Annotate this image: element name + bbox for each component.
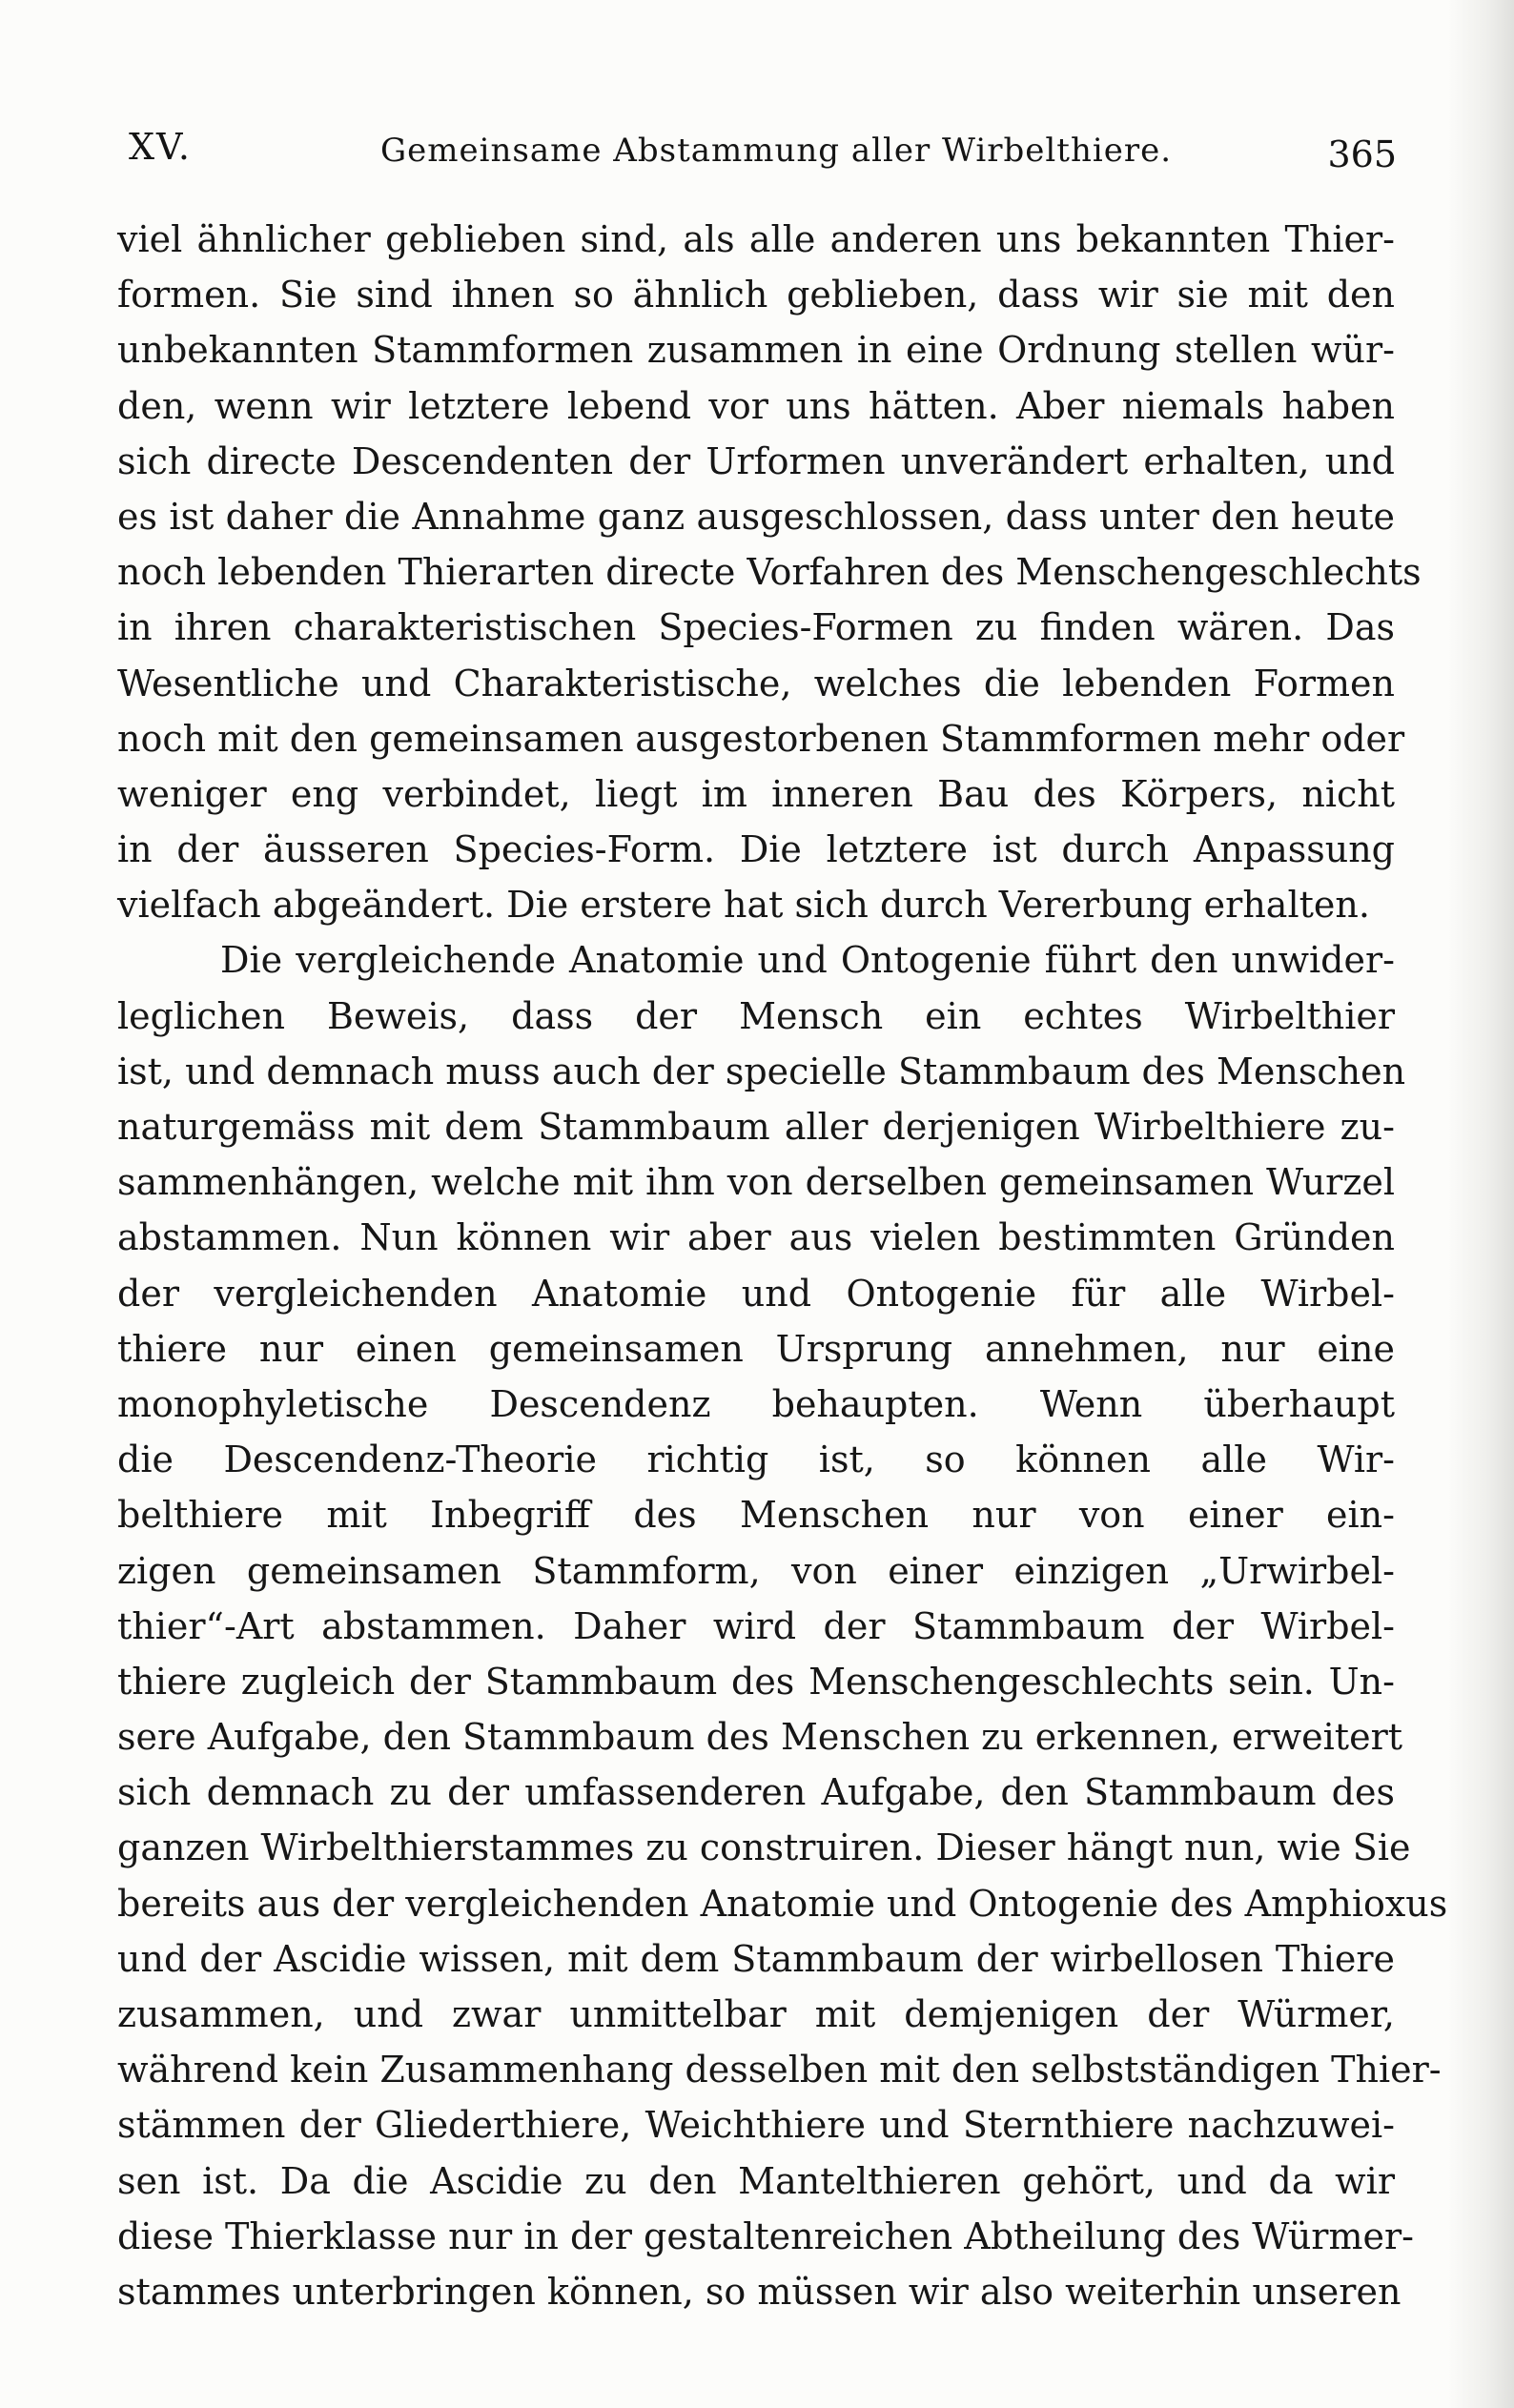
text-line: naturgemäss mit dem Stammbaum aller derjenigen Wirbelthiere zu- [117,1106,1395,1148]
text-line: sen ist. Da die Ascidie zu den Mantelthieren gehört, und da wir [117,2159,1395,2202]
text-line: sere Aufgabe, den Stammbaum des Menschen zu erkennen, erweitert [117,1716,1402,1759]
running-header [129,126,1397,193]
text-line: sammenhängen, welche mit ihm von derselben gemeinsamen Wurzel [117,1161,1395,1204]
text-line: in ihren charakteristischen Species-Formen zu finden wären. Das [117,606,1395,649]
text-line: stämmen der Gliederthiere, Weichthiere und Sternthiere nachzuwei- [117,2104,1395,2147]
text-line: Wesentliche und Charakteristische, welches die lebenden Formen [117,662,1395,704]
text-line: den, wenn wir letztere lebend vor uns hätten. Aber niemals haben [117,384,1395,427]
text-line: ist, und demnach muss auch der specielle Stammbaum des Menschen [117,1050,1406,1092]
text-line: zusammen, und zwar unmittelbar mit demjenigen der Würmer, [117,1993,1395,2035]
text-line: sich directe Descendenten der Urformen unverändert erhalten, und [117,439,1395,482]
text-line: thier“-Art abstammen. Daher wird der Stammbaum der Wirbel- [117,1604,1395,1647]
page-number: 365 [1327,133,1397,175]
running-title: Gemeinsame Abstammung aller Wirbelthiere. [380,132,1173,170]
text-line: in der äusseren Species-Form. Die letztere ist durch Anpassung [117,828,1395,871]
text-line: monophyletische Descendenz behaupten. Wenn überhaupt [117,1382,1395,1425]
text-line: während kein Zusammenhang desselben mit den selbstständigen Thier- [117,2049,1442,2092]
body-text [117,212,1448,2319]
paragraph-first-line: Die vergleichende Anatomie und Ontogenie führt den unwider- [220,939,1395,982]
text-line: unbekannten Stammformen zusammen in eine Ordnung stellen wür- [117,329,1395,372]
text-line: noch lebenden Thierarten directe Vorfahren des Menschengeschlechts [117,551,1422,594]
text-line: abstammen. Nun können wir aber aus vielen bestimmten Gründen [117,1216,1395,1259]
text-line: viel ähnlicher geblieben sind, als alle anderen uns bekannten Thier- [117,218,1395,260]
text-line: thiere nur einen gemeinsamen Ursprung annehmen, nur eine [117,1327,1395,1370]
text-line: thiere zugleich der Stammbaum des Menschengeschlechts sein. Un- [117,1660,1395,1703]
text-line: leglichen Beweis, dass der Mensch ein echtes Wirbelthier [117,994,1395,1037]
text-line: und der Ascidie wissen, mit dem Stammbaum der wirbellosen Thiere [117,1937,1395,1980]
text-line: bereits aus der vergleichenden Anatomie und Ontogenie des Amphioxus [117,1882,1448,1925]
text-line: der vergleichenden Anatomie und Ontogenie für alle Wirbel- [117,1272,1395,1315]
text-line: es ist daher die Annahme ganz ausgeschlossen, dass unter den heute [117,495,1395,538]
text-line: weniger eng verbindet, liegt im inneren Bau des Körpers, nicht [117,772,1395,815]
text-line: die Descendenz-Theorie richtig ist, so können alle Wir- [117,1439,1395,1481]
text-line: diese Thierklasse nur in der gestaltenreichen Abtheilung des Würmer- [117,2214,1414,2257]
text-line: noch mit den gemeinsamen ausgestorbenen Stammformen mehr oder [117,717,1405,760]
text-line: formen. Sie sind ihnen so ähnlich geblieben, dass wir sie mit den [117,274,1395,316]
text-line: zigen gemeinsamen Stammform, von einer einzigen „Urwirbel- [117,1549,1395,1592]
text-line: sich demnach zu der umfassenderen Aufgabe, den Stammbaum des [117,1771,1395,1814]
text-line: stammes unterbringen können, so müssen wir also weiterhin unseren [117,2270,1401,2313]
text-line: belthiere mit Inbegriff des Menschen nur von einer ein- [117,1494,1395,1537]
page-edge-shadow [1447,0,1514,2408]
chapter-number: XV. [129,126,192,168]
paragraph-last-line: vielfach abgeändert. Die erstere hat sich durch Vererbung erhalten. [117,884,1370,927]
text-line: ganzen Wirbelthierstammes zu construiren. Dieser hängt nun, wie Sie [117,1826,1411,1869]
